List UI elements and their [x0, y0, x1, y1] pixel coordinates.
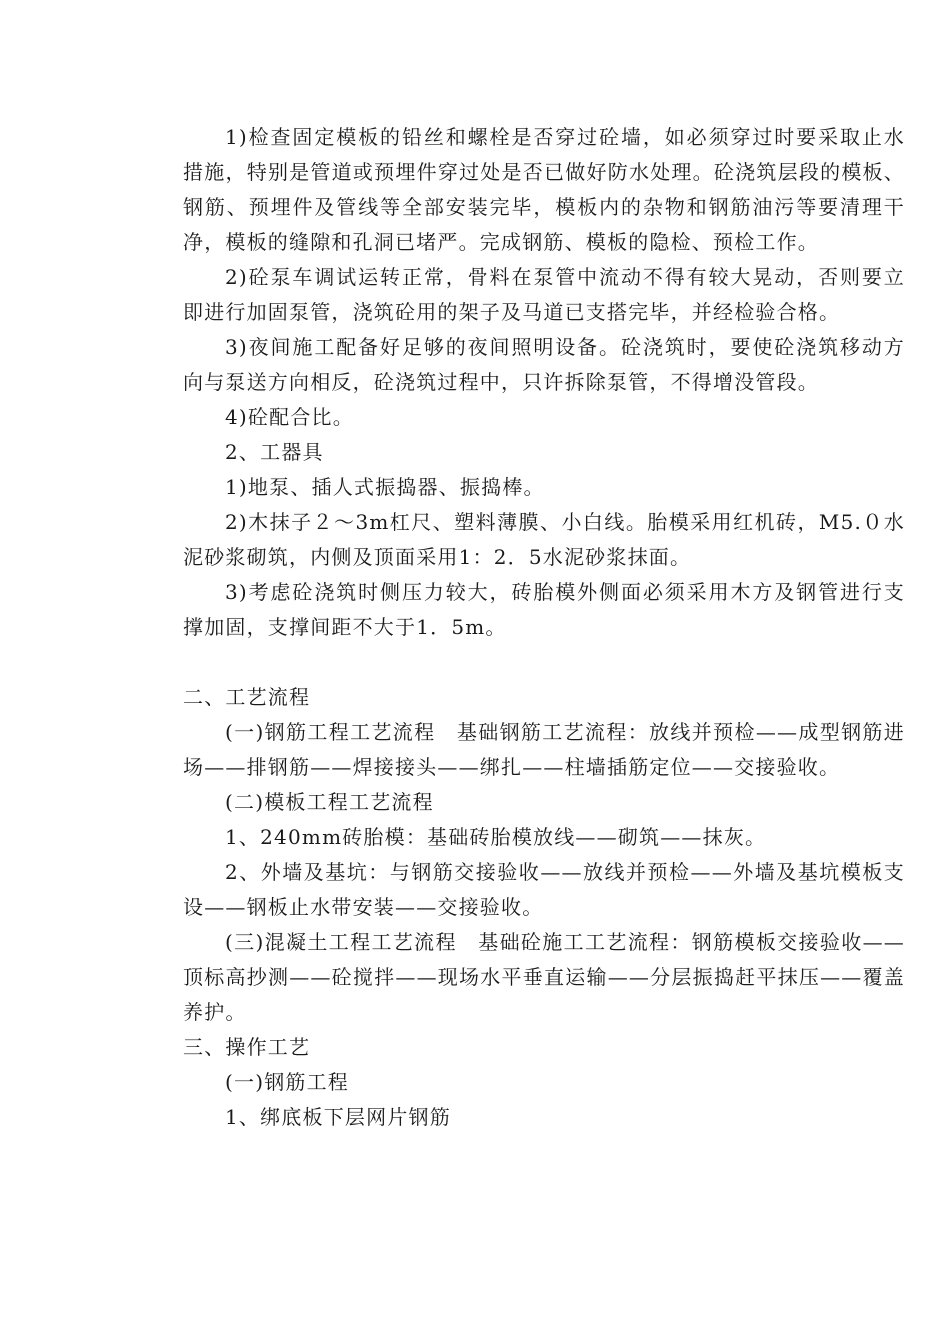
document-body	[183, 120, 905, 1135]
paragraph-bottom-mesh: 1、绑底板下层网片钢筋	[225, 1105, 451, 1129]
paragraph-side-support: 3)考虑砼浇筑时侧压力较大，砖胎模外侧面必须采用木方及钢管进行支撑加固，支撑间距不大于1．5m。	[183, 580, 905, 639]
paragraph-pump-truck: 2)砼泵车调试运转正常，骨料在泵管中流动不得有较大晃动，否则要立即进行加固泵管，浇筑砼用的架子及马道已支搭完毕，并经检验合格。	[183, 265, 905, 324]
paragraph-trowel-brick-mold: 2)木抹子２～3m杠尺、塑料薄膜、小白线。胎模采用红机砖，M5.０水泥砂浆砌筑，内侧及顶面采用1：2．5水泥砂浆抹面。	[183, 510, 905, 569]
paragraph-pump-vibrators: 1)地泵、插人式振捣器、振捣棒。	[225, 475, 545, 499]
paragraph-inspect-formwork: 1)检查固定模板的铅丝和螺栓是否穿过砼墙，如必须穿过时要采取止水措施，特别是管道或预埋件穿过处是否已做好防水处理。砼浇筑层段的模板、钢筋、预埋件及管线等全部安装完毕，模板内的杂物和钢筋油污等要清理干净，模板的缝隙和孔洞已堵严。完成钢筋、模板的隐检、预检工作。	[183, 125, 905, 254]
subheading-tools: 2、工器具	[225, 440, 324, 464]
paragraph-brick-mold-flow: 1、240mm砖胎模：基础砖胎模放线——砌筑——抹灰。	[225, 825, 767, 849]
paragraph-mix-ratio: 4)砼配合比。	[225, 405, 354, 429]
section-heading-process-flow: 二、工艺流程	[183, 685, 311, 709]
subheading-rebar-work: (一)钢筋工程	[225, 1070, 350, 1094]
paragraph-outer-wall-flow: 2、外墙及基坑：与钢筋交接验收——放线并预检——外墙及基坑模板支设——钢板止水带安装——交接验收。	[183, 860, 905, 919]
paragraph-night-lighting: 3)夜间施工配备好足够的夜间照明设备。砼浇筑时，要使砼浇筑移动方向与泵送方向相反，砼浇筑过程中，只许拆除泵管，不得增没管段。	[183, 335, 905, 394]
paragraph-rebar-flow: (一)钢筋工程工艺流程 基础钢筋工艺流程：放线并预检——成型钢筋进场——排钢筋——焊接接头——绑扎——柱墙插筋定位——交接验收。	[183, 720, 905, 779]
subheading-formwork-flow: (二)模板工程工艺流程	[225, 790, 434, 814]
paragraph-concrete-flow: (三)混凝土工程工艺流程 基础砼施工工艺流程：钢筋模板交接验收——顶标高抄测——砼搅拌——现场水平垂直运输——分层振捣赶平抹压——覆盖养护。	[183, 930, 905, 1024]
section-heading-operation: 三、操作工艺	[183, 1035, 311, 1059]
paragraph-gap	[183, 645, 905, 680]
